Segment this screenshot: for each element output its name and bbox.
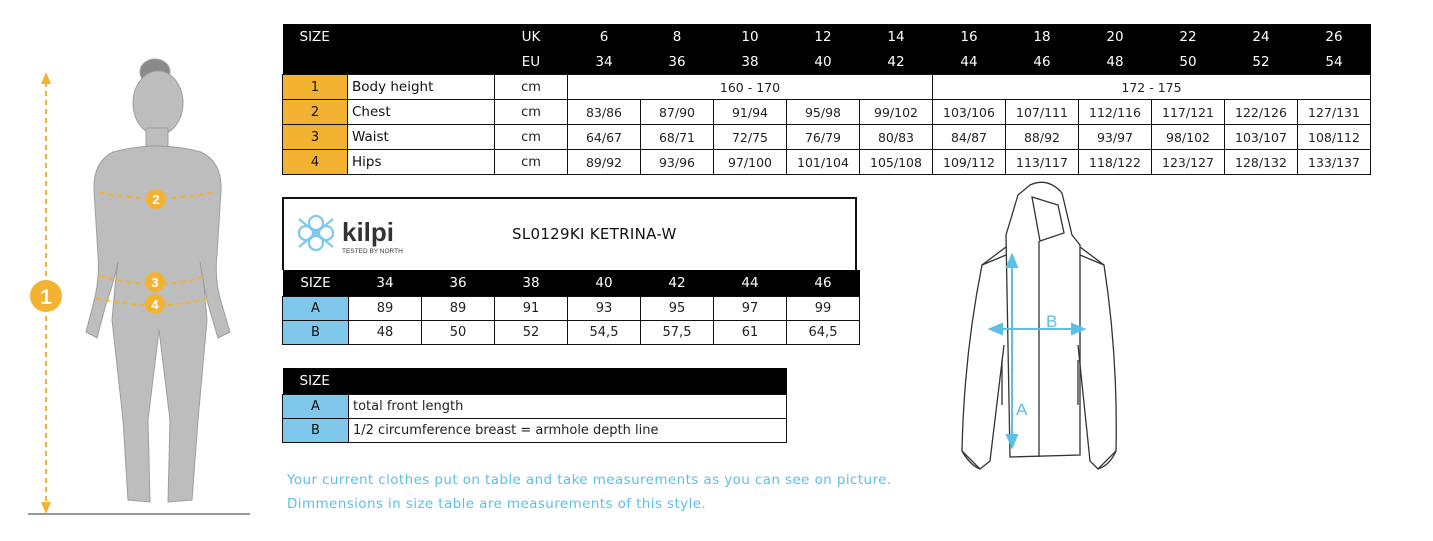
measurement-cell: 97 (714, 297, 787, 321)
measurement-cell: 48 (349, 321, 422, 345)
svg-text:4: 4 (151, 297, 159, 312)
hips-cell: 97/100 (714, 150, 787, 175)
product-size-cell: 38 (495, 270, 568, 297)
size-header-uk: UK (495, 24, 568, 49)
chest-cell: 83/86 (568, 100, 641, 125)
size-header-cell: 16 (933, 24, 1006, 49)
svg-text:TESTED BY NORTH: TESTED BY NORTH (342, 248, 403, 255)
size-header-cell: 24 (1225, 24, 1298, 49)
size-header-cell: 44 (933, 49, 1006, 75)
height-range-cell: 172 - 175 (933, 75, 1371, 100)
size-row-hips (283, 150, 1371, 175)
waist-cell: 98/102 (1152, 125, 1225, 150)
measurement-cell: 50 (422, 321, 495, 345)
product-title: SL0129KI KETRINA-W (512, 225, 677, 243)
size-table-header-uk (283, 24, 1371, 49)
product-size-cell: 40 (568, 270, 641, 297)
legend-row-a (283, 395, 787, 419)
measurement-cell: 57,5 (641, 321, 714, 345)
size-header-cell: 38 (714, 49, 787, 75)
height-range-cell: 160 - 170 (568, 75, 933, 100)
product-size-cell: 34 (349, 270, 422, 297)
product-row-b (283, 321, 860, 345)
knot-icon (299, 216, 333, 250)
product-size-cell: 44 (714, 270, 787, 297)
legend-description: total front length (349, 395, 787, 419)
waist-cell: 68/71 (641, 125, 714, 150)
label-a: A (1016, 400, 1028, 419)
chest-cell: 122/126 (1225, 100, 1298, 125)
size-header-cell: 8 (641, 24, 714, 49)
kilpi-logo (294, 211, 434, 261)
marker-3 (145, 272, 165, 292)
size-header-blank (283, 49, 348, 75)
chest-cell: 117/121 (1152, 100, 1225, 125)
size-header-cell: 36 (641, 49, 714, 75)
measurement-cell: 99 (787, 297, 860, 321)
waist-cell: 80/83 (860, 125, 933, 150)
row-number: 4 (283, 150, 348, 175)
body-figure (0, 0, 260, 541)
product-size-table (282, 270, 860, 345)
row-key: A (283, 297, 349, 321)
product-size-header (283, 270, 860, 297)
size-header-cell: 46 (1006, 49, 1079, 75)
measurement-cell: 54,5 (568, 321, 641, 345)
label-b: B (1046, 312, 1058, 331)
legend-key: B (283, 419, 349, 443)
size-header-blank (348, 49, 495, 75)
row-number: 1 (283, 75, 348, 100)
size-header-eu: EU (495, 49, 568, 75)
instruction-note: Dimmensions in size table are measurements of this style. (287, 496, 707, 512)
size-row-waist (283, 125, 1371, 150)
size-header-cell: 40 (787, 49, 860, 75)
svg-text:1: 1 (40, 286, 52, 309)
measurement-cell: 89 (422, 297, 495, 321)
size-header-cell: 22 (1152, 24, 1225, 49)
legend-description: 1/2 circumference breast = armhole depth line (349, 419, 787, 443)
jacket-measure-lines (990, 255, 1084, 447)
chest-cell: 87/90 (641, 100, 714, 125)
size-header-cell: 50 (1152, 49, 1225, 75)
measurement-cell: 93 (568, 297, 641, 321)
size-header-cell: 52 (1225, 49, 1298, 75)
waist-cell: 84/87 (933, 125, 1006, 150)
size-header-cell: 54 (1298, 49, 1371, 75)
svg-text:3: 3 (151, 275, 159, 290)
size-header-cell: 14 (860, 24, 933, 49)
legend-key: A (283, 395, 349, 419)
size-table (282, 24, 1371, 175)
measurement-legend (282, 368, 787, 443)
measurement-cell: 91 (495, 297, 568, 321)
size-header-cell: 34 (568, 49, 641, 75)
chest-cell: 107/111 (1006, 100, 1079, 125)
waist-cell: 93/97 (1079, 125, 1152, 150)
chest-cell: 127/131 (1298, 100, 1371, 125)
size-header-cell: 48 (1079, 49, 1152, 75)
legend-row-b (283, 419, 787, 443)
hips-cell: 123/127 (1152, 150, 1225, 175)
marker-1 (30, 280, 62, 312)
row-name: Waist (348, 125, 495, 150)
row-unit: cm (495, 100, 568, 125)
size-row-body-height (283, 75, 1371, 100)
legend-header-label: SIZE (283, 368, 787, 395)
row-name: Body height (348, 75, 495, 100)
measurement-cell: 64,5 (787, 321, 860, 345)
jacket-outline (962, 182, 1116, 469)
row-unit: cm (495, 150, 568, 175)
hips-cell: 133/137 (1298, 150, 1371, 175)
product-header (282, 197, 857, 270)
row-key: B (283, 321, 349, 345)
hips-cell: 93/96 (641, 150, 714, 175)
product-row-a (283, 297, 860, 321)
size-header-cell: 42 (860, 49, 933, 75)
size-table-header-eu (283, 49, 1371, 75)
size-header-blank (348, 24, 495, 49)
chest-cell: 91/94 (714, 100, 787, 125)
measurement-cell: 52 (495, 321, 568, 345)
product-size-cell: 36 (422, 270, 495, 297)
measurement-cell: 95 (641, 297, 714, 321)
measurement-cell: 61 (714, 321, 787, 345)
row-name: Chest (348, 100, 495, 125)
row-number: 3 (283, 125, 348, 150)
waist-cell: 72/75 (714, 125, 787, 150)
product-size-cell: 42 (641, 270, 714, 297)
waist-cell: 76/79 (787, 125, 860, 150)
marker-4 (145, 294, 165, 314)
size-header-cell: 18 (1006, 24, 1079, 49)
hips-cell: 89/92 (568, 150, 641, 175)
product-size-cell: 46 (787, 270, 860, 297)
chest-cell: 112/116 (1079, 100, 1152, 125)
chest-cell: 95/98 (787, 100, 860, 125)
hips-cell: 113/117 (1006, 150, 1079, 175)
hips-cell: 105/108 (860, 150, 933, 175)
row-unit: cm (495, 125, 568, 150)
product-size-label: SIZE (283, 270, 349, 297)
jacket-drawing (940, 175, 1140, 485)
svg-text:2: 2 (152, 192, 160, 207)
instruction-note: Your current clothes put on table and take measurements as you can see on picture. (287, 472, 892, 488)
size-header-label: SIZE (283, 24, 348, 49)
waist-cell: 88/92 (1006, 125, 1079, 150)
waist-cell: 108/112 (1298, 125, 1371, 150)
row-number: 2 (283, 100, 348, 125)
svg-text:kilpi: kilpi (342, 217, 395, 247)
size-header-cell: 20 (1079, 24, 1152, 49)
chest-cell: 103/106 (933, 100, 1006, 125)
size-row-chest (283, 100, 1371, 125)
hips-cell: 128/132 (1225, 150, 1298, 175)
row-name: Hips (348, 150, 495, 175)
waist-cell: 103/107 (1225, 125, 1298, 150)
size-header-cell: 10 (714, 24, 787, 49)
size-header-cell: 12 (787, 24, 860, 49)
chest-cell: 99/102 (860, 100, 933, 125)
size-header-cell: 6 (568, 24, 641, 49)
hips-cell: 101/104 (787, 150, 860, 175)
hips-cell: 118/122 (1079, 150, 1152, 175)
hips-cell: 109/112 (933, 150, 1006, 175)
row-unit: cm (495, 75, 568, 100)
legend-header (283, 368, 787, 395)
size-header-cell: 26 (1298, 24, 1371, 49)
marker-2 (146, 189, 166, 209)
measurement-cell: 89 (349, 297, 422, 321)
waist-cell: 64/67 (568, 125, 641, 150)
